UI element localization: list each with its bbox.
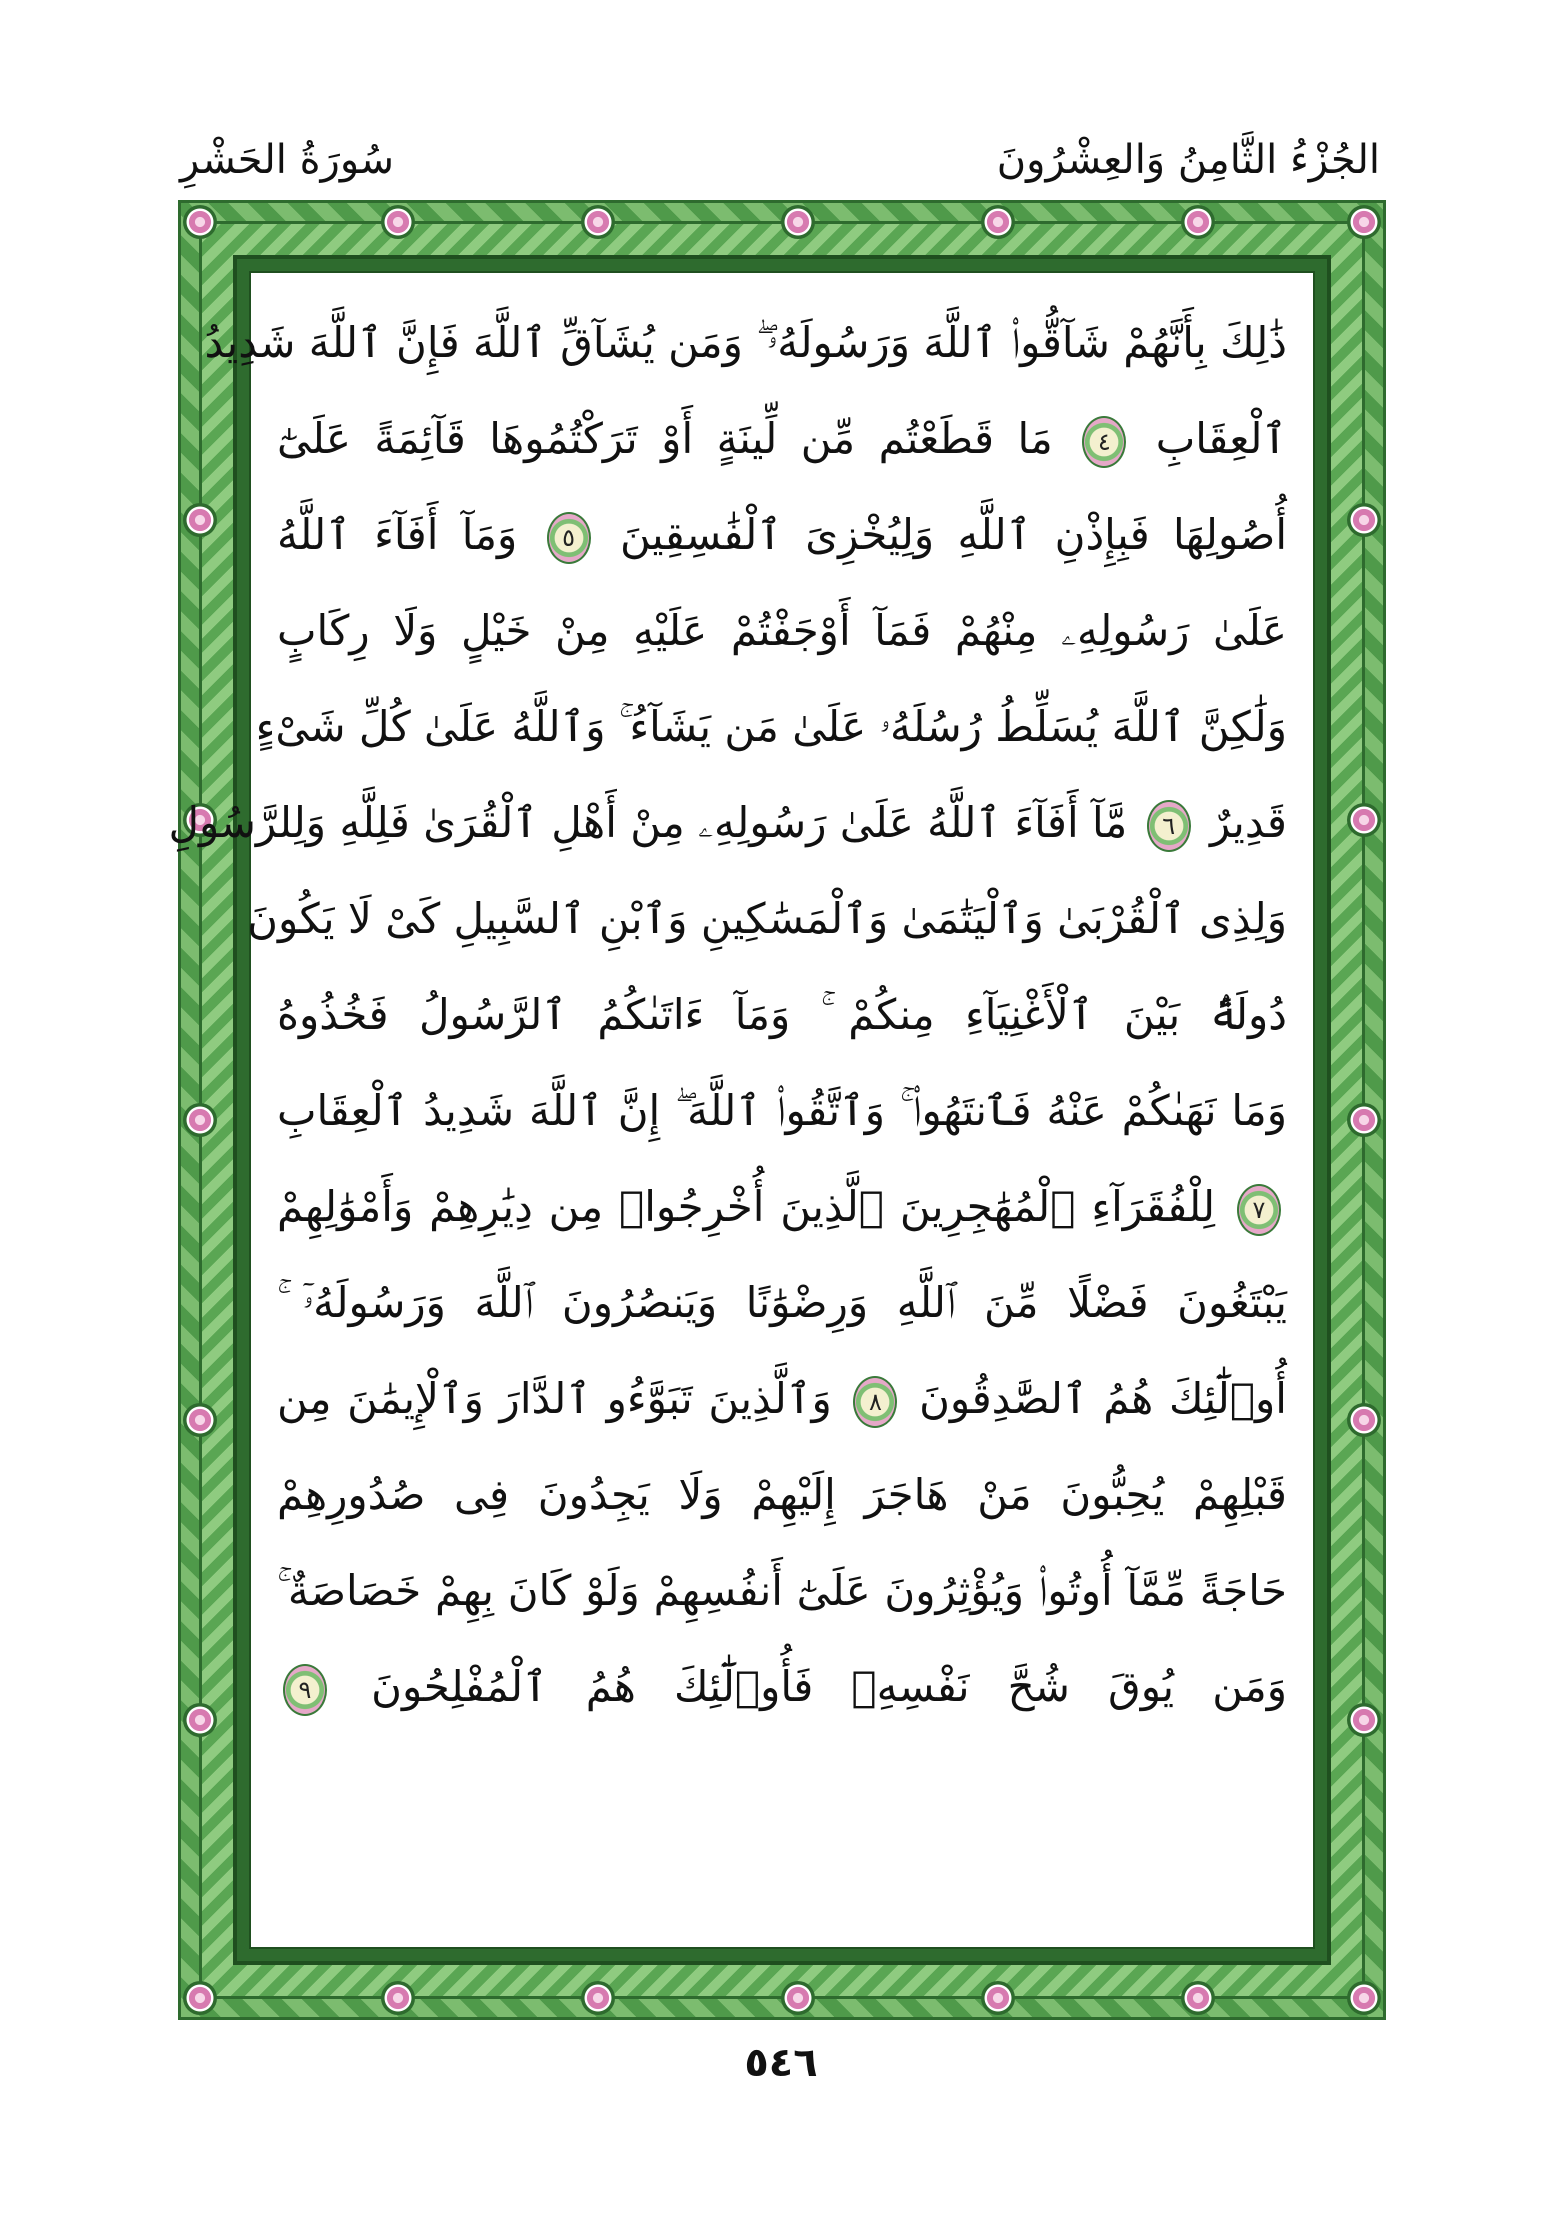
text-line: يَبْتَغُونَ فَضْلًا مِّنَ ٱللَّهِ وَرِضْوَٰنًا وَيَنصُرُونَ ٱللَّهَ وَرَسُولَهُۥٓ ۚ: [277, 1278, 1287, 1327]
corner-rosette-icon: [1347, 205, 1381, 239]
edge-rosette-icon: [381, 205, 415, 239]
text-line: وَمَن يُوقَ شُحَّ نَفْسِهِۦ فَأُو۟لَٰٓئِكَ هُمُ ٱلْمُفْلِحُونَ ٩: [277, 1639, 1287, 1735]
edge-rosette-icon: [183, 1703, 217, 1737]
edge-rosette-icon: [1347, 803, 1381, 837]
text-line: ذَٰلِكَ بِأَنَّهُمْ شَآقُّوا۟ ٱللَّهَ وَرَسُولَهُۥ ۖ وَمَن يُشَآقِّ ٱللَّهَ فَإِنَّ ٱللَّهَ شَدِيدُ: [204, 318, 1287, 367]
ayah-marker-icon: ٨: [853, 1376, 897, 1428]
edge-rosette-icon: [183, 503, 217, 537]
ayah-marker-icon: ٥: [547, 512, 591, 564]
edge-rosette-icon: [981, 205, 1015, 239]
text-line: أُصُولِهَا فَبِإِذْنِ ٱللَّهِ وَلِيُخْزِىَ ٱلْفَٰسِقِينَ ٥ وَمَآ أَفَآءَ ٱللَّهُ: [277, 487, 1287, 583]
ayah-marker-icon: ٧: [1237, 1184, 1281, 1236]
corner-rosette-icon: [1347, 1981, 1381, 2015]
text-line: عَلَىٰ رَسُولِهِۦ مِنْهُمْ فَمَآ أَوْجَفْتُمْ عَلَيْهِ مِنْ خَيْلٍ وَلَا رِكَابٍ: [277, 606, 1287, 655]
quran-text-area: [168, 271, 1315, 1949]
edge-rosette-icon: [1181, 1981, 1215, 2015]
text-line: قَبْلِهِمْ يُحِبُّونَ مَنْ هَاجَرَ إِلَيْهِمْ وَلَا يَجِدُونَ فِى صُدُورِهِمْ: [277, 1470, 1287, 1519]
ornamental-frame: [168, 200, 1386, 2020]
edge-rosette-icon: [1347, 503, 1381, 537]
text-line: وَلَٰكِنَّ ٱللَّهَ يُسَلِّطُ رُسُلَهُۥ عَلَىٰ مَن يَشَآءُ ۚ وَٱللَّهُ عَلَىٰ كُلِّ شَىْءٍ: [255, 702, 1287, 751]
edge-rosette-icon: [781, 1981, 815, 2015]
edge-rosette-icon: [781, 205, 815, 239]
ayah-marker-icon: ٤: [1082, 416, 1126, 468]
edge-rosette-icon: [183, 1103, 217, 1137]
edge-rosette-icon: [1347, 1103, 1381, 1137]
edge-rosette-icon: [1347, 1403, 1381, 1437]
text-line: حَاجَةً مِّمَّآ أُوتُوا۟ وَيُؤْثِرُونَ عَلَىٰٓ أَنفُسِهِمْ وَلَوْ كَانَ بِهِمْ خَصَاصَةٌ ۚ: [277, 1566, 1287, 1615]
page-header: [180, 120, 1380, 200]
edge-rosette-icon: [183, 1403, 217, 1437]
surah-title: سُورَةُ الحَشْرِ: [180, 137, 395, 183]
text-line: وَلِذِى ٱلْقُرْبَىٰ وَٱلْيَتَٰمَىٰ وَٱلْمَسَٰكِينِ وَٱبْنِ ٱلسَّبِيلِ كَىْ لَا يَكُونَ: [247, 894, 1287, 943]
ayah-marker-icon: ٩: [283, 1664, 327, 1716]
text-line: أُو۟لَٰٓئِكَ هُمُ ٱلصَّٰدِقُونَ ٨ وَٱلَّذِينَ تَبَوَّءُو ٱلدَّارَ وَٱلْإِيمَٰنَ مِن: [277, 1351, 1287, 1447]
edge-rosette-icon: [581, 1981, 615, 2015]
corner-rosette-icon: [183, 1981, 217, 2015]
page-number: ٥٤٦: [744, 2040, 818, 2086]
ayah-marker-icon: ٦: [1147, 800, 1191, 852]
edge-rosette-icon: [1347, 1703, 1381, 1737]
text-line: ٱلْعِقَابِ ٤ مَا قَطَعْتُم مِّن لِّينَةٍ أَوْ تَرَكْتُمُوهَا قَآئِمَةً عَلَىٰٓ: [277, 391, 1287, 487]
edge-rosette-icon: [581, 205, 615, 239]
juz-title: الجُزْءُ الثَّامِنُ وَالعِشْرُونَ: [996, 137, 1380, 183]
edge-rosette-icon: [1181, 205, 1215, 239]
edge-rosette-icon: [981, 1981, 1015, 2015]
text-line: وَمَا نَهَىٰكُمْ عَنْهُ فَٱنتَهُوا۟ ۚ وَٱتَّقُوا۟ ٱللَّهَ ۖ إِنَّ ٱللَّهَ شَدِيدُ ٱلْعِقَابِ: [277, 1086, 1287, 1135]
edge-rosette-icon: [381, 1981, 415, 2015]
corner-rosette-icon: [183, 205, 217, 239]
text-line: ٧ لِلْفُقَرَآءِ ٱلْمُهَٰجِرِينَ ٱلَّذِينَ أُخْرِجُوا۟ مِن دِيَٰرِهِمْ وَأَمْوَٰلِهِمْ: [277, 1159, 1287, 1255]
text-line: قَدِيرٌ ٦ مَّآ أَفَآءَ ٱللَّهُ عَلَىٰ رَسُولِهِۦ مِنْ أَهْلِ ٱلْقُرَىٰ فَلِلَّهِ وَلِلرَّسُولِ: [277, 775, 1287, 871]
text-line: دُولَةًۢ بَيْنَ ٱلْأَغْنِيَآءِ مِنكُمْ ۚ وَمَآ ءَاتَىٰكُمُ ٱلرَّسُولُ فَخُذُوهُ: [277, 990, 1287, 1039]
